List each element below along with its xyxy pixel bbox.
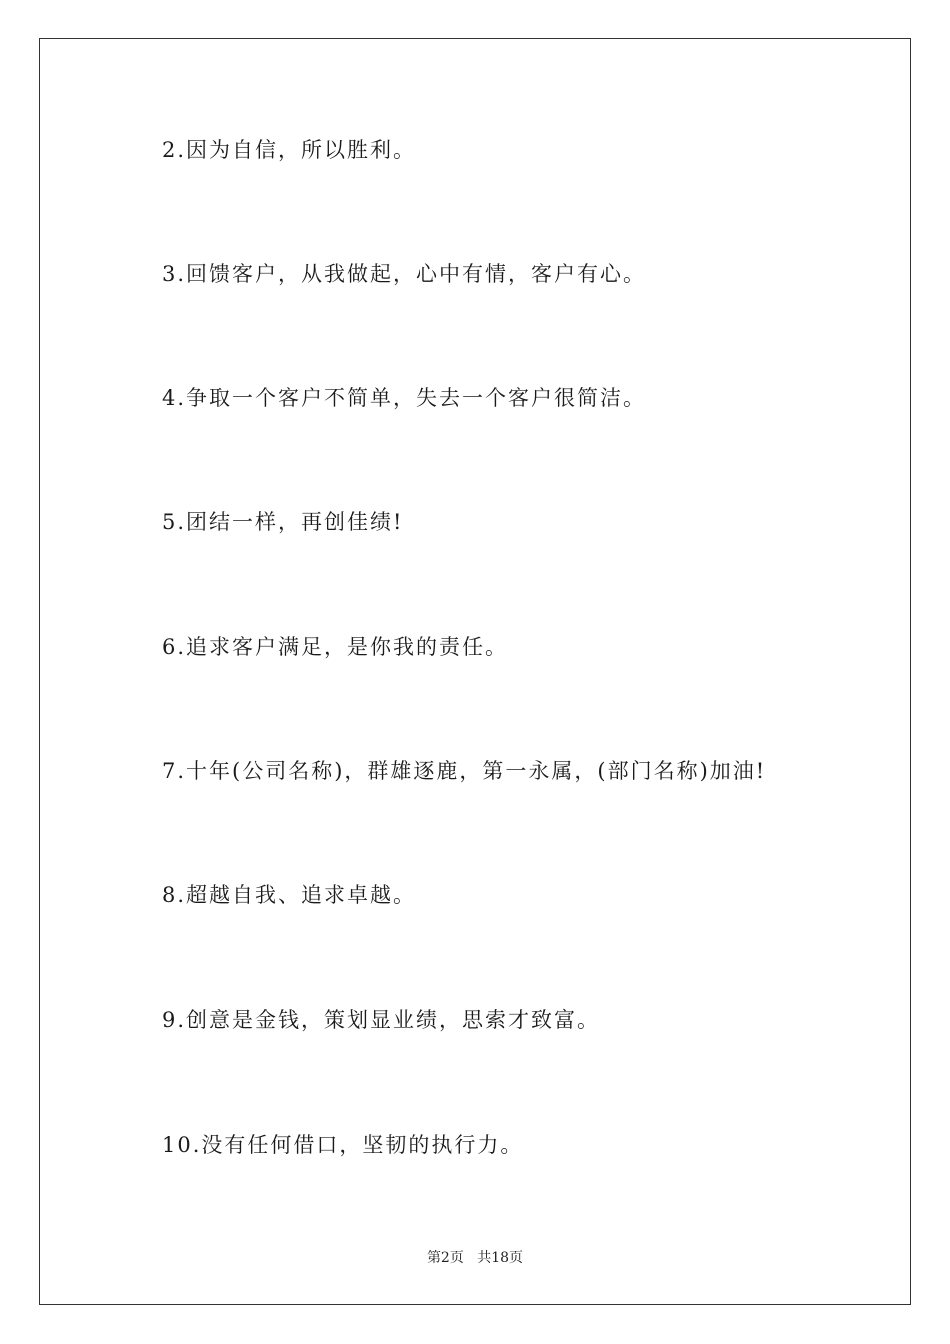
slogan-line-5: 5.团结一样，再创佳绩!: [162, 510, 404, 534]
slogan-line-7: 7.十年(公司名称)，群雄逐鹿，第一永属，(部门名称)加油!: [162, 759, 767, 783]
page-number: 第2页: [426, 1250, 464, 1266]
slogan-line-10: 10.没有任何借口，坚韧的执行力。: [162, 1133, 524, 1157]
page-total: 共18页: [477, 1250, 524, 1266]
slogan-line-2: 2.因为自信，所以胜利。: [162, 138, 417, 162]
page-frame: [39, 38, 911, 1305]
slogan-line-8: 8.超越自我、追求卓越。: [162, 883, 417, 907]
slogan-line-9: 9.创意是金钱，策划显业绩，思索才致富。: [162, 1008, 601, 1032]
slogan-line-6: 6.追求客户满足，是你我的责任。: [162, 635, 509, 659]
slogan-line-3: 3.回馈客户，从我做起，心中有情，客户有心。: [162, 262, 647, 286]
page-footer: [0, 1248, 950, 1268]
slogan-line-4: 4.争取一个客户不简单，失去一个客户很简洁。: [162, 386, 647, 410]
